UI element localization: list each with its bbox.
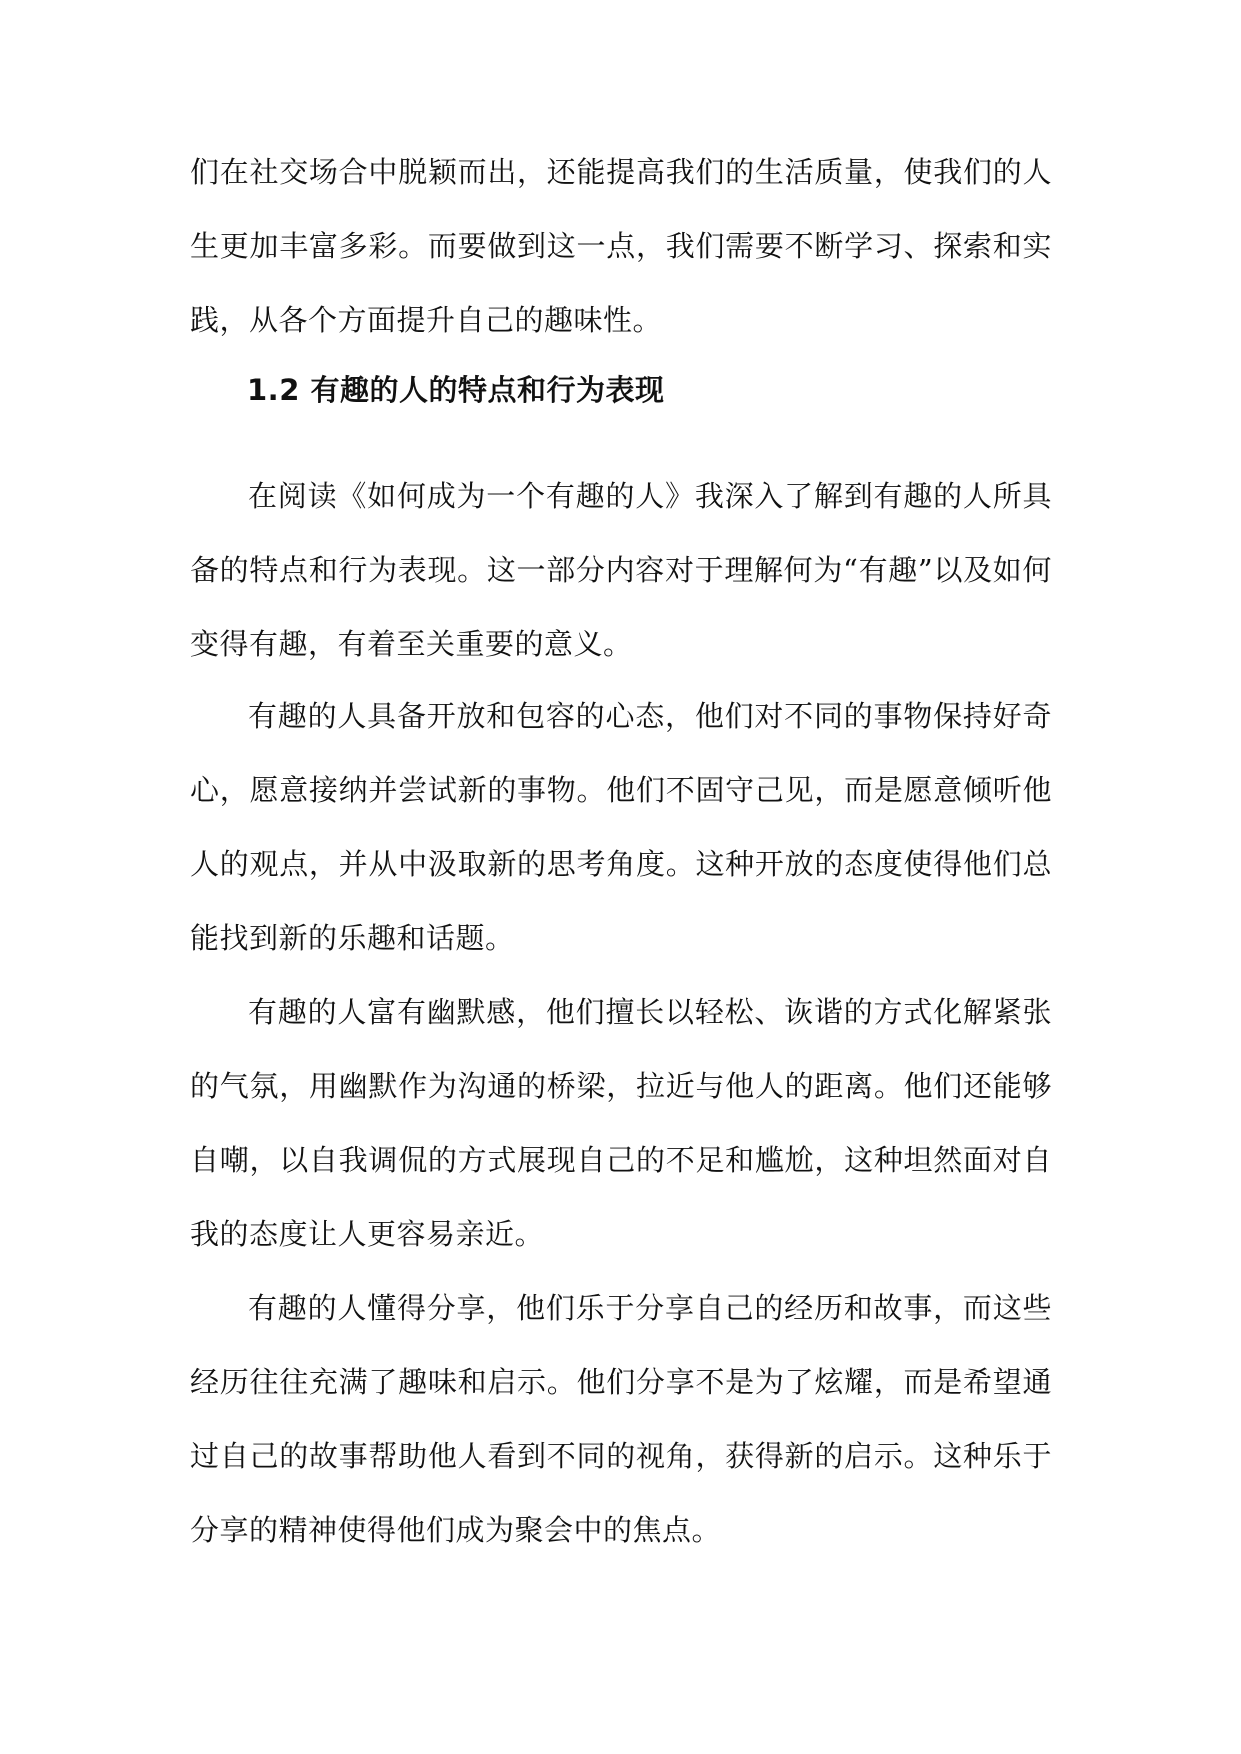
paragraph-3: 有趣的人富有幽默感，他们擅长以轻松、诙谐的方式化解紧张的气氛，用幽默作为沟通的桥梁，拉近与他人的距离。他们还能够自嘲，以自我调侃的方式展现自己的不足和尴尬，这种坦然面对自我的态度让人更容易亲近。 [190,995,1052,1251]
continuation-paragraph: 们在社交场合中脱颖而出，还能提高我们的生活质量，使我们的人生更加丰富多彩。而要做到这一点，我们需要不断学习、探索和实践，从各个方面提升自己的趣味性。 [190,155,1052,337]
paragraph-2: 有趣的人具备开放和包容的心态，他们对不同的事物保持好奇心，愿意接纳并尝试新的事物。他们不固守己见，而是愿意倾听他人的观点，并从中汲取新的思考角度。这种开放的态度使得他们总能找到新的乐趣和话题。 [190,699,1052,955]
section-heading: 1.2 有趣的人的特点和行为表现 [247,373,665,407]
paragraph-4: 有趣的人懂得分享，他们乐于分享自己的经历和故事，而这些经历往往充满了趣味和启示。他们分享不是为了炫耀，而是希望通过自己的故事帮助他人看到不同的视角，获得新的启示。这种乐于分享的精神使得他们成为聚会中的焦点。 [190,1291,1052,1547]
paragraph-1: 在阅读《如何成为一个有趣的人》我深入了解到有趣的人所具备的特点和行为表现。这一部分内容对于理解何为“有趣”以及如何变得有趣，有着至关重要的意义。 [190,479,1052,661]
